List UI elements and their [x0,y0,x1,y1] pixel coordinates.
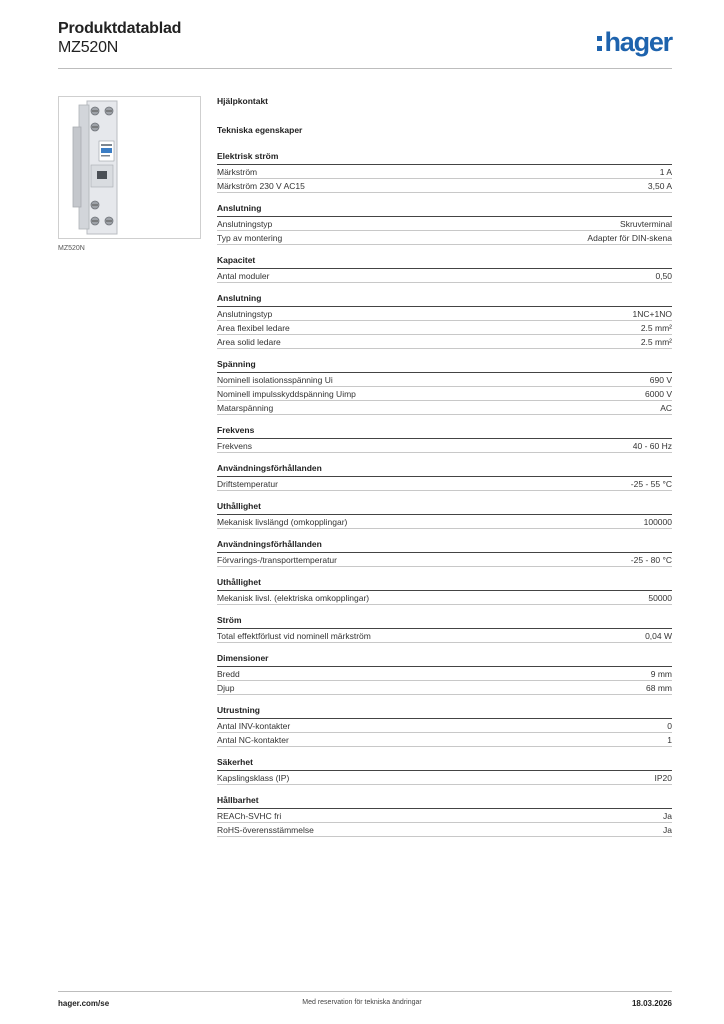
hager-logo [597,28,672,56]
footer-disclaimer: Med reservation för tekniska ändringar [302,999,422,1006]
section-title-text: Anslutning [217,293,262,303]
section-title [217,359,672,373]
spec-value: Ja [663,824,672,835]
spec-sections [217,151,672,837]
section-title [217,255,672,269]
spec-value: 100000 [643,516,672,527]
spec-row [217,553,672,567]
spec-section [217,293,672,349]
logo-text: hager [604,26,672,57]
spec-label: Matarspänning [217,402,274,413]
spec-value: 0,04 W [645,630,672,641]
spec-value: -25 - 55 °C [630,478,672,489]
section-title-text: Frekvens [217,425,255,435]
spec-section [217,425,672,453]
section-title [217,615,672,629]
spec-label: REACh-SVHC fri [217,810,282,821]
spec-value: 1NC+1NO [632,308,672,319]
spec-row [217,401,672,415]
section-title [217,539,672,553]
spec-section [217,203,672,245]
spec-label: Anslutningstyp [217,308,273,319]
spec-label: Area solid ledare [217,336,281,347]
spec-row [217,771,672,785]
section-title-text: Spänning [217,359,256,369]
section-title-text: Utrustning [217,705,260,715]
section-title [217,501,672,515]
spec-row [217,307,672,321]
section-title-text: Uthållighet [217,577,261,587]
spec-label: Anslutningstyp [217,218,273,229]
spec-label: Kapslingsklass (IP) [217,772,290,783]
spec-section [217,577,672,605]
spec-value: Skruvterminal [620,218,672,229]
spec-label: Förvarings-/transporttemperatur [217,554,337,565]
section-title-text: Uthållighet [217,501,261,511]
spec-value: 50000 [648,592,672,603]
spec-value: 2.5 mm² [640,322,672,333]
section-title [217,795,672,809]
specs-heading: Tekniska egenskaper [217,125,303,135]
spec-label: Bredd [217,668,240,679]
spec-section [217,653,672,695]
spec-value: 0,50 [655,270,672,281]
spec-label: Antal moduler [217,270,270,281]
spec-value: 68 mm [646,682,672,693]
section-title [217,577,672,591]
spec-label: Djup [217,682,235,693]
spec-row [217,217,672,231]
page-header [58,20,672,68]
spec-label: Nominell impulsskyddspänning Uimp [217,388,356,399]
section-title [217,757,672,771]
spec-label: Antal NC-kontakter [217,734,289,745]
spec-value: 1 [667,734,672,745]
spec-row [217,733,672,747]
spec-row [217,591,672,605]
spec-value: Adapter för DIN-skena [587,232,672,243]
spec-row [217,439,672,453]
spec-value: AC [660,402,672,413]
spec-label: Frekvens [217,440,252,451]
spec-value: 40 - 60 Hz [632,440,672,451]
spec-row [217,515,672,529]
spec-section [217,705,672,747]
page-title: Produktdatablad [58,20,182,37]
section-title-text: Användningsförhållanden [217,539,322,549]
spec-row [217,165,672,179]
spec-section [217,151,672,193]
spec-value: 690 V [649,374,672,385]
spec-value: 6000 V [645,388,672,399]
section-title-text: Användningsförhållanden [217,463,322,473]
spec-row [217,231,672,245]
spec-row [217,387,672,401]
spec-row [217,335,672,349]
spec-section [217,359,672,415]
footer-website[interactable]: hager.com/se [58,999,110,1008]
spec-section [217,463,672,491]
auxiliary-contact-illustration [59,97,200,238]
spec-row [217,477,672,491]
header-divider [58,68,672,69]
section-title-text: Dimensioner [217,653,269,663]
section-title [217,293,672,307]
section-title [217,705,672,719]
spec-label: Antal INV-kontakter [217,720,291,731]
section-title [217,151,672,165]
spec-section [217,501,672,529]
section-title-text: Elektrisk ström [217,151,279,161]
spec-row [217,719,672,733]
product-type: Hjälpkontakt [217,96,269,106]
spec-value: 0 [667,720,672,731]
product-code: MZ520N [58,39,119,56]
spec-value: 3,50 A [647,180,672,191]
section-title-text: Kapacitet [217,255,256,265]
image-caption: MZ520N [58,245,85,252]
section-title-text: Hållbarhet [217,795,259,805]
spec-row [217,629,672,643]
spec-row [217,269,672,283]
spec-label: Mekanisk livsl. (elektriska omkopplingar) [217,592,370,603]
section-title-text: Säkerhet [217,757,253,767]
spec-row [217,373,672,387]
spec-section [217,795,672,837]
spec-section [217,255,672,283]
spec-label: Nominell isolationsspänning Ui [217,374,333,385]
section-title-text: Anslutning [217,203,262,213]
logo-colon-icon [597,36,602,51]
spec-label: Area flexibel ledare [217,322,290,333]
spec-value: -25 - 80 °C [630,554,672,565]
section-title [217,203,672,217]
spec-content [217,96,672,847]
spec-section [217,757,672,785]
spec-value: 1 A [659,166,672,177]
section-title [217,653,672,667]
spec-row [217,823,672,837]
spec-section [217,615,672,643]
spec-label: Driftstemperatur [217,478,278,489]
spec-value: 2.5 mm² [640,336,672,347]
section-title-text: Ström [217,615,242,625]
spec-value: Ja [663,810,672,821]
spec-value: 9 mm [650,668,672,679]
spec-label: Mekanisk livslängd (omkopplingar) [217,516,348,527]
spec-row [217,321,672,335]
section-title [217,425,672,439]
spec-label: Total effektförlust vid nominell märkström [217,630,371,641]
spec-label: Märkström 230 V AC15 [217,180,305,191]
spec-row [217,681,672,695]
spec-value: IP20 [654,772,672,783]
spec-row [217,179,672,193]
footer-date: 18.03.2026 [631,999,672,1008]
footer-divider [58,991,672,992]
spec-label: Märkström [217,166,258,177]
spec-section [217,539,672,567]
spec-label: Typ av montering [217,232,283,243]
spec-row [217,667,672,681]
spec-label: RoHS-överensstämmelse [217,824,314,835]
product-image [58,96,201,239]
section-title [217,463,672,477]
spec-row [217,809,672,823]
